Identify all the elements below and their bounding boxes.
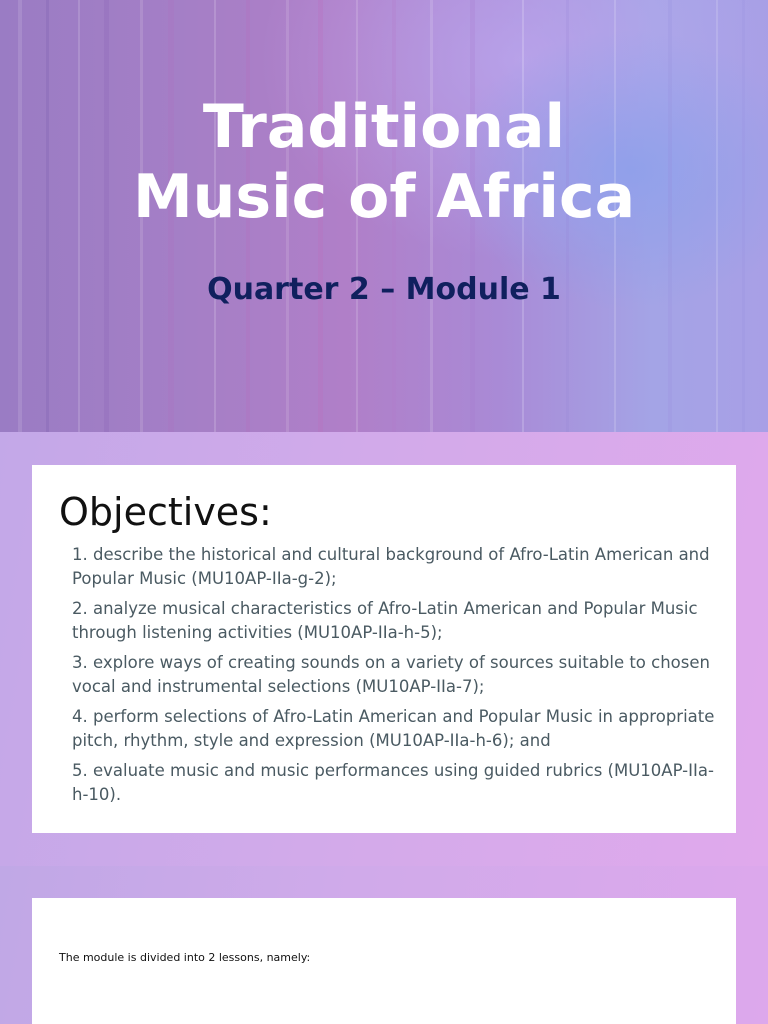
lessons-slide [0, 866, 768, 1024]
objective-item: 3. explore ways of creating sounds on a variety of sources suitable to chosen vocal and instrumental selections (MU10AP-IIa-7); [72, 653, 710, 696]
lessons-intro-text: The module is divided into 2 lessons, namely: [59, 951, 311, 964]
slide-subtitle: Quarter 2 – Module 1 [207, 272, 561, 307]
objective-item: 5. evaluate music and music performances using guided rubrics (MU10AP-IIa-h-10). [72, 761, 714, 804]
objective-item: 2. analyze musical characteristics of Afro-Latin American and Popular Music through listening activities (MU10AP-IIa-h-5); [72, 599, 698, 642]
title-line-1: Traditional [202, 92, 566, 162]
lessons-card [32, 898, 736, 1024]
objective-item: 1. describe the historical and cultural background of Afro-Latin American and Popular Music (MU10AP-IIa-g-2); [72, 545, 710, 588]
objectives-list [72, 543, 722, 813]
title-slide [0, 0, 768, 432]
title-line-2: Music of Africa [132, 162, 636, 232]
slide-title [0, 92, 768, 232]
objectives-heading: Objectives: [59, 490, 272, 534]
objectives-card [32, 465, 736, 833]
objectives-slide [0, 432, 768, 866]
objective-item: 4. perform selections of Afro-Latin American and Popular Music in appropriate pitch, rhythm, style and expression (MU10AP-IIa-h-6); and [72, 707, 715, 750]
